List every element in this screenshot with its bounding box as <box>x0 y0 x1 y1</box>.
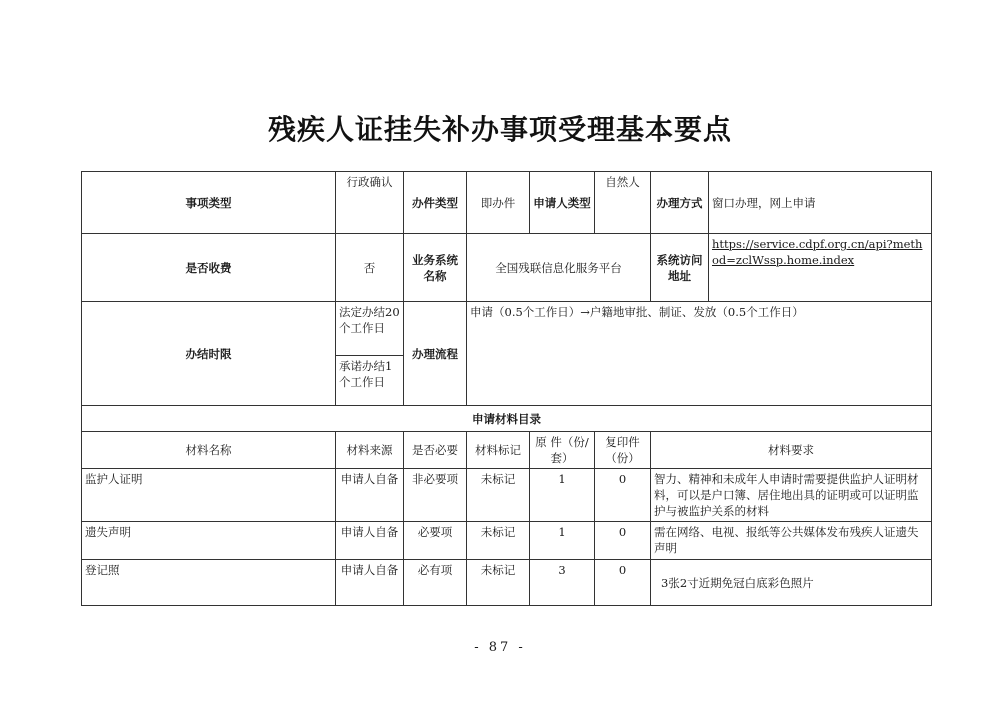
material-copy-count: 0 <box>595 469 651 522</box>
material-copy-count: 0 <box>595 560 651 606</box>
header-material-requirement: 材料要求 <box>651 432 932 469</box>
deadline-label: 办结时限 <box>82 302 336 406</box>
material-original-count: 1 <box>530 469 595 522</box>
process-value: 申请（0.5个工作日）→户籍地审批、制证、发放（0.5个工作日） <box>467 302 932 406</box>
item-type-value: 行政确认 <box>336 172 404 234</box>
table-row <box>82 469 932 522</box>
deadline-legal: 法定办结20个工作日 <box>336 302 404 356</box>
materials-section-row <box>82 406 932 432</box>
system-name-value: 全国残联信息化服务平台 <box>467 234 651 302</box>
material-original-count: 3 <box>530 560 595 606</box>
header-required: 是否必要 <box>404 432 467 469</box>
deadline-promised: 承诺办结1个工作日 <box>336 356 404 406</box>
header-copy-count: 复印件（份） <box>595 432 651 469</box>
item-type-label: 事项类型 <box>82 172 336 234</box>
info-row-type <box>82 172 932 234</box>
fee-value: 否 <box>336 234 404 302</box>
system-url-link[interactable]: https://service.cdpf.org.cn/api?method=zclWssp.home.index <box>709 234 932 302</box>
system-name-label: 业务系统名称 <box>404 234 467 302</box>
materials-header-row <box>82 432 932 469</box>
material-requirement: 3张2寸近期免冠白底彩色照片 <box>651 560 932 606</box>
applicant-type-label: 申请人类型 <box>530 172 595 234</box>
material-name: 遗失声明 <box>82 522 336 560</box>
handle-method-label: 办理方式 <box>651 172 709 234</box>
material-original-count: 1 <box>530 522 595 560</box>
material-source: 申请人自备 <box>336 560 404 606</box>
table-row <box>82 522 932 560</box>
header-material-name: 材料名称 <box>82 432 336 469</box>
handle-type-label: 办件类型 <box>404 172 467 234</box>
material-name: 登记照 <box>82 560 336 606</box>
material-source: 申请人自备 <box>336 522 404 560</box>
applicant-type-value: 自然人 <box>595 172 651 234</box>
page-number: - 87 - <box>474 640 526 655</box>
material-required: 非必要项 <box>404 469 467 522</box>
material-source: 申请人自备 <box>336 469 404 522</box>
material-mark: 未标记 <box>467 560 530 606</box>
material-requirement: 智力、精神和未成年人申请时需要提供监护人证明材料，可以是户口簿、居住地出具的证明或可以证明监护与被监护关系的材料 <box>651 469 932 522</box>
material-mark: 未标记 <box>467 522 530 560</box>
header-original-count: 原 件（份/套） <box>530 432 595 469</box>
table-row <box>82 560 932 606</box>
page-title: 残疾人证挂失补办事项受理基本要点 <box>267 113 732 146</box>
handle-type-value: 即办件 <box>467 172 530 234</box>
material-mark: 未标记 <box>467 469 530 522</box>
info-row-system <box>82 234 932 302</box>
handle-method-value: 窗口办理，网上申请 <box>709 172 932 234</box>
materials-section-title: 申请材料目录 <box>82 406 932 432</box>
material-name: 监护人证明 <box>82 469 336 522</box>
material-required: 必要项 <box>404 522 467 560</box>
system-url-label: 系统访问地址 <box>651 234 709 302</box>
info-row-deadline <box>82 302 932 356</box>
header-material-mark: 材料标记 <box>467 432 530 469</box>
header-material-source: 材料来源 <box>336 432 404 469</box>
fee-label: 是否收费 <box>82 234 336 302</box>
material-requirement: 需在网络、电视、报纸等公共媒体发布残疾人证遗失声明 <box>651 522 932 560</box>
process-label: 办理流程 <box>404 302 467 406</box>
material-required: 必有项 <box>404 560 467 606</box>
material-copy-count: 0 <box>595 522 651 560</box>
requirements-table <box>81 171 932 606</box>
